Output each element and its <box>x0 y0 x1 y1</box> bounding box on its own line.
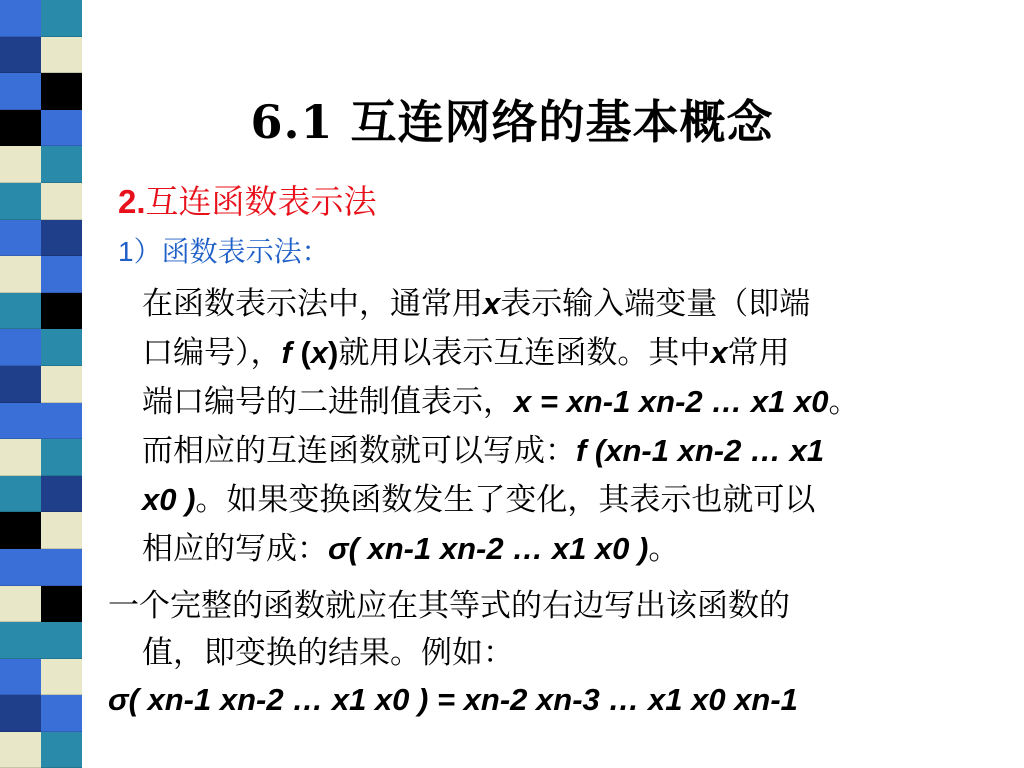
stripe-block <box>0 0 41 37</box>
stripe-block <box>0 622 41 659</box>
stripe-block <box>0 695 41 732</box>
text-run: 就用以表示互连函数。其中 <box>338 335 711 370</box>
stripe-block <box>41 220 82 257</box>
text-run: 。 <box>828 384 860 419</box>
stripe-block <box>0 549 41 586</box>
section-text: 互连函数表示法 <box>145 183 377 220</box>
paren: ) <box>328 335 339 370</box>
text-run: 常用 <box>727 335 790 370</box>
stripe-block <box>0 293 41 330</box>
stripe-block <box>0 329 41 366</box>
formula-sigma: σ( xn-1 xn-2 … x1 x0 ) <box>328 531 649 566</box>
stripe-block <box>0 183 41 220</box>
subsection-heading: 1）函数表示法： <box>118 236 330 267</box>
text-run: 端口编号的二进制值表示， <box>142 384 514 419</box>
stripe-block <box>0 586 41 623</box>
paragraph-line-1 <box>142 278 810 323</box>
stripe-block <box>0 403 41 440</box>
stripe-block <box>41 476 82 513</box>
example-formula: σ( xn-1 xn-2 … x1 x0 ) = xn-2 xn-3 … x1 x0 xn-1 <box>108 682 798 717</box>
stripe-block <box>41 256 82 293</box>
var-x: x <box>710 335 728 370</box>
text-run: 。如果变换函数发生了变化，其表示也就可以 <box>195 482 816 517</box>
paren: ( <box>300 335 311 370</box>
stripe-block <box>0 512 41 549</box>
formula-x: x = xn-1 xn-2 … x1 x0 <box>514 384 829 419</box>
section-heading <box>118 176 377 223</box>
stripe-block <box>41 732 82 768</box>
formula-f: f (xn-1 xn-2 … x1 <box>576 433 825 468</box>
stripe-block <box>41 403 82 440</box>
stripe-block <box>41 439 82 476</box>
stripe-block <box>41 586 82 623</box>
var-x: x <box>310 335 329 370</box>
stripe-block <box>41 183 82 220</box>
paragraph-line-3 <box>142 376 859 421</box>
text-run: 而相应的互连函数就可以写成： <box>142 433 576 468</box>
var-f: f <box>281 335 292 370</box>
formula-x0: x0 ) <box>142 482 196 517</box>
var-x: x <box>483 286 501 321</box>
stripe-block <box>0 732 41 768</box>
stripe-block <box>41 695 82 732</box>
paragraph2-line-2: 值，即变换的结果。例如： <box>142 635 514 670</box>
stripe-block <box>41 0 82 37</box>
stripe-block <box>41 659 82 696</box>
text-run: 表示输入端变量（即端 <box>500 286 811 321</box>
stripe-block <box>41 37 82 74</box>
stripe-block <box>41 622 82 659</box>
stripe-block <box>41 329 82 366</box>
stripe-block <box>0 476 41 513</box>
stripe-block <box>0 366 41 403</box>
paragraph-line-4 <box>142 425 824 470</box>
text-run: 口编号）， <box>142 335 282 370</box>
stripe-block <box>0 439 41 476</box>
stripe-block <box>41 366 82 403</box>
stripe-block <box>41 512 82 549</box>
text-run: 在函数表示法中，通常用 <box>142 286 483 321</box>
text-run: 。 <box>648 531 680 566</box>
paragraph-line-6 <box>142 523 679 568</box>
stripe-block <box>41 293 82 330</box>
stripe-block <box>41 549 82 586</box>
slide-title: 6.1 互连网络的基本概念 <box>250 95 774 149</box>
paragraph2-line-1: 一个完整的函数就应在其等式的右边写出该函数的 <box>108 588 790 623</box>
stripe-block <box>0 37 41 74</box>
section-number: 2. <box>118 183 146 220</box>
paragraph-line-2 <box>142 327 790 372</box>
stripe-block <box>0 256 41 293</box>
paragraph-line-5 <box>142 474 815 519</box>
stripe-block <box>0 659 41 696</box>
stripe-block <box>0 220 41 257</box>
text-run: 相应的写成： <box>142 531 328 566</box>
